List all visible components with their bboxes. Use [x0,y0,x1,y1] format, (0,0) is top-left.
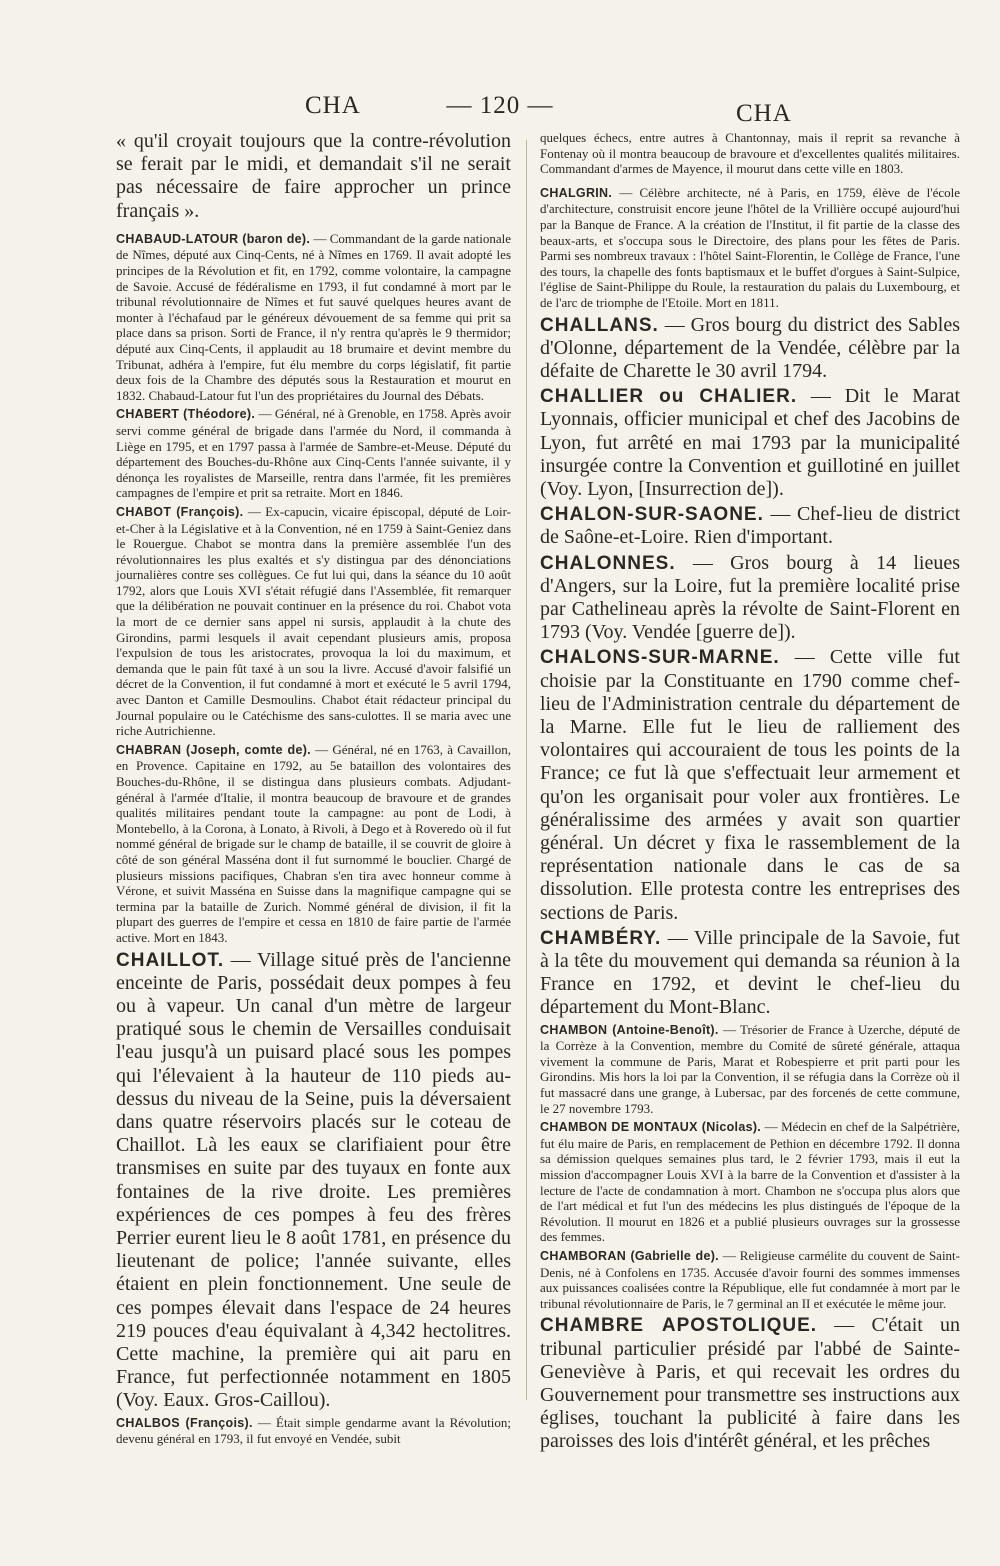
entry-body: — Gros bourg à 14 lieues d'Angers, sur la Loire, fut la première localité prise par Cathelineau après la révolte de Saint-Florent en 1793 (Voy. Vendée [guerre de]). [540,551,960,644]
dictionary-entry [540,385,960,501]
dictionary-entry [540,1022,960,1117]
entry-headword: CHALLIER ou CHALIER. [540,386,798,408]
dictionary-entry [540,646,960,924]
dictionary-entry [540,1314,960,1453]
left-entries [116,231,511,1447]
continuation-text: « qu'il croyait toujours que la contre-révolution se ferait par le midi, et demandait s'il ne serait pas nécessaire de faire approcher un prince français ». [116,130,511,222]
entry-headword: CHALON-SUR-SAONE. [540,504,764,526]
entry-headword: CHAMBON DE MONTAUX (Nicolas). [540,1120,762,1135]
entry-headword: CHABRAN (Joseph, comte de). [116,742,311,757]
running-head-left: CHA [305,92,361,119]
continuation-text: quelques échecs, entre autres à Chantonnay, mais il reprit sa revanche à Fontenay où il montra beaucoup de bravoure et d'excellentes qualités militaires. Commandant d'armes de Mayence, il mourut dans cette ville en 1803. [540,130,960,177]
entry-body: — Ville principale de la Savoie, fut à la tête du mouvement qui demanda sa réunion à la France en 1792, et devint le chef-lieu du département du Mont-Blanc. [540,926,960,1019]
entry-headword: CHALGRIN. [540,185,613,200]
entry-headword: CHALONNES. [540,552,676,574]
dictionary-entry [540,552,960,645]
entry-body: — Chef-lieu de district de Saône-et-Loire. Rien d'important. [540,503,961,549]
entry-body: — Était simple gendarme avant la Révolution; devenu général en 1793, il fut envoyé en Vendée, subit [116,1414,511,1447]
entry-headword: CHABOT (François). [116,504,244,519]
entry-body: — Dit le Marat Lyonnais, officier municipal et chef des Jacobins de Lyon, fut arrêté en mai 1793 par la municipalité insurgée contre la Convention et guillotiné en juillet (Voy. Lyon, [Insurrection de]). [540,385,961,500]
entry-body: — C'était un tribunal particulier présidé par l'abbé de Sainte-Geneviève à Paris, et qui recevait les ordres du Gouvernement pour transmettre ses instructions aux églises, touchant la publicité à faire dans les paroisses des lois d'intérêt général, et les prêches [540,1314,961,1453]
dictionary-entry [116,231,511,404]
dictionary-entry [116,742,511,946]
dictionary-entry [116,504,511,739]
entry-headword: CHAMBRE APOSTOLIQUE. [540,1315,818,1337]
entry-headword: CHAMBORAN (Gabrielle de). [540,1248,719,1263]
entry-body: — Célèbre architecte, né à Paris, en 1759, élève de l'école d'architecture, construisit encore jeune l'hôtel de la Vrillière occupé aujourd'hui par la Banque de France. A la création de l'Institut, il fit partie de la classe des beaux-arts, et s'occupa sous le Directoire, des plans pour les fêtes de Paris. Parmi ses nombreux travaux : l'hôtel Saint-Florentin, le Collège de France, l'une des tours, la chapelle des fonts baptismaux et le buffet d'orgues à Saint-Sulpice, l'église de Saint-Philippe du Roule, la restauration du palais du Luxembourg, et de l'arc de triomphe de l'Etoile. Mort en 1811. [540,184,960,310]
entry-headword: CHAMBON (Antoine-Benoît). [540,1022,719,1037]
entry-body: — Religieuse carmélite du couvent de Saint-Denis, né à Confolens en 1735. Accusée d'avoir fourni des sommes immenses aux puissances coalisées contre la République, elle fut condamnée à mort par le tribunal révolutionnaire de Paris, le 7 germinal an II et exécutée le même jour. [540,1247,960,1311]
entry-body: — Trésorier de France à Uzerche, député de la Corrèze à la Convention, membre du Comité de sûreté générale, attaqua vivement la commune de Paris, Marat et Robespierre et prit parti pour les Girondins. Mis hors la loi par la Convention, il se réfugia dans la Corrèze où il fut massacré dans une grange, à Lubersac, par des forcenés de cette commune, le 27 novembre 1793. [540,1021,960,1116]
entry-body: — Cette ville fut choisie par la Constituante en 1790 comme chef-lieu de l'Administration centrale du département de la Marne. Elle fut le lieu de ralliement des volontaires qui accouraient de tous les points de la France; ce fut là que s'effectuait leur armement et qu'on les organisait pour voler aux frontières. Le généralissime des armées y avait son quartier général. Un décret y fixa le rassemblement de la représentation nationale dans le cas de sa dissolution. Elle protesta contre les entreprises des sections de Paris. [540,646,960,924]
entry-headword: CHAILLOT. [116,949,225,971]
entry-headword: CHALONS-SUR-MARNE. [540,647,780,669]
dictionary-entry [540,1119,960,1245]
dictionary-entry [540,503,960,549]
dictionary-entry [540,185,960,311]
dictionary-entry [540,1248,960,1311]
entry-headword: CHABAUD-LATOUR (baron de). [116,231,311,246]
page-number: — 120 — [446,92,554,119]
column-divider [526,140,527,1400]
entry-body: — Général, né en 1763, à Cavaillon, en Provence. Capitaine en 1792, au 5e bataillon des volontaires des Bouches-du-Rhône, il se distingua dans plusieurs combats. Adjudant-général à l'armée d'Italie, il montra beaucoup de bravoure et de grandes qualités militaires pendant toute la campagne: au pont de Lodi, à Montebello, à la Corona, à Lonato, à Rivoli, à Dego et à Roveredo où il fut nommé général de brigade sur le champ de bataille, il se couvrit de gloire à côté de son général Masséna dont il fut surnommé le bouclier. Chargé de plusieurs missions pacifiques, Chabran s'en tira avec honneur comme à Vérone, et suivit Masséna en Suisse dans la magnifique campagne qui se termina par la bataille de Zurich. Nommé général de division, il fit la plupart des guerres de l'empire et cessa en 1810 de faire partie de l'armée active. Mort en 1843. [116,741,511,945]
entry-headword: CHABERT (Théodore). [116,407,256,422]
entry-headword: CHALLANS. [540,314,659,336]
dictionary-entry [116,406,511,501]
entry-body: — Village situé près de l'ancienne enceinte de Paris, possédait deux pompes à feu ou à vapeur. Un canal d'un mètre de largeur pratiqué sous le chemin de Versailles conduisait l'eau jusqu'à un puisard placé sous les pompes qui l'élevaient à la hauteur de 110 pieds au-dessus du niveau de la Seine, puis la déversaient dans quatre réservoirs placés sur le coteau de Chaillot. Là les eaux se clarifiaient pour être transmises en suite par des tuyaux en fonte aux fontaines de la rive droite. Les premières expériences de ces pompes à feu des frères Perrier eurent lieu le 8 août 1781, en présence du lieutenant de police; l'année suivante, elles étaient en plein fonctionnement. Une seule de ces pompes élevait dans l'espace de 24 heures 219 pouces d'eau équivalant à 4,342 hectolitres. Cette machine, la première qui ait paru en France, fut perfectionnée notamment en 1805 (Voy. Eaux. Gros-Caillou). [116,948,511,1412]
entry-body: — Ex-capucin, vicaire épiscopal, député de Loir-et-Cher à la Législative et à la Convention, né en 1759 à Saint-Geniez dans le Rouergue. Chabot se montra dans la première assemblée l'un des révolutionnaires les plus exaltés et s'y distingua par des dénonciations journalières contre ses collègues. Ce fut lui qui, dans la séance du 10 août 1792, alors que Louis XVI s'était réfugié dans l'Assemblée, fit remarquer que la délibération ne pouvait continuer en la présence du roi. Chabot vota la mort de ce dernier sans appel ni sursis, applaudit à la chute des Girondins, parmi lesquels il avait cependant plusieurs amis, proposa l'expulsion de tous les aristocrates, provoqua la loi du maximum, et demanda que le pain fût taxé à un sou la livre. Accusé d'avoir falsifié un décret de la Convention, il fut condamné à mort et exécuté le 5 avril 1794, avec Danton et Camille Desmoulins. Chabot était rédacteur principal du Journal populaire ou le Catéchisme des sans-culottes. Il se maria avec une riche Autrichienne. [116,503,511,739]
left-column [116,130,511,1450]
right-entries [540,185,960,1454]
entry-body: — Général, né à Grenoble, en 1758. Après avoir servi comme général de brigade dans l'armée du Nord, il commanda à Liège en 1795, et en 1797 passa à l'armée de Sambre-et-Meuse. Député du département des Bouches-du-Rhône aux Cinq-Cents l'année suivante, il y dénonça les royalistes de Marseille, rentra dans l'armée, fit les premières campagnes de l'empire et prit sa retraite. Mort en 1846. [116,406,512,501]
entry-body: — Commandant de la garde nationale de Nîmes, député aux Cinq-Cents, né à Nîmes en 1769. Il avait adopté les principes de la Révolution et fit, en 1792, comme volontaire, la campagne de Savoie. Accusé de fédéralisme en 1793, il fut condamné à mort par le tribunal révolutionnaire de Nîmes et fut sauvé quelques heures avant de monter à l'échafaud par le généreux dévouement de sa femme qui prit sa place dans sa prison. Sorti de France, il n'y rentra qu'après le 9 thermidor; député aux Cinq-Cents, il applaudit au 18 brumaire et devint membre du Tribunat, adhéra à l'empire, fut élu membre du corps législatif, fit partie deux fois de la Chambre des députés sous la Restauration et mourut en 1832. Chabaud-Latour fut l'un des propriétaires du Journal des Débats. [116,230,512,403]
dictionary-entry [116,1415,511,1447]
dictionary-entry [540,314,960,384]
entry-headword: CHALBOS (François). [116,1415,253,1430]
entry-body: — Gros bourg du district des Sables d'Olonne, département de la Vendée, célèbre par la défaite de Charette le 30 avril 1794. [540,313,961,382]
dictionary-entry [540,927,960,1020]
running-head-right: CHA [736,100,792,127]
entry-headword: CHAMBÉRY. [540,927,662,949]
right-column [540,130,960,1456]
dictionary-entry [116,949,511,1413]
entry-body: — Médecin en chef de la Salpétrière, fut élu maire de Paris, en remplacement de Pethion en décembre 1792. Il donna sa démission quelques semaines plus tard, le 2 février 1793, mais il eut la mission d'accompagner Louis XVI à la barre de la Convention et d'assister à la lecture de l'acte de condamnation à mort. Chambon ne s'occupa plus alors que de l'art médical et fut l'un des médecins les plus distingués de l'époque de la Révolution. Il mourut en 1826 et a publié plusieurs ouvrages sur la grossesse des femmes. [540,1119,961,1245]
